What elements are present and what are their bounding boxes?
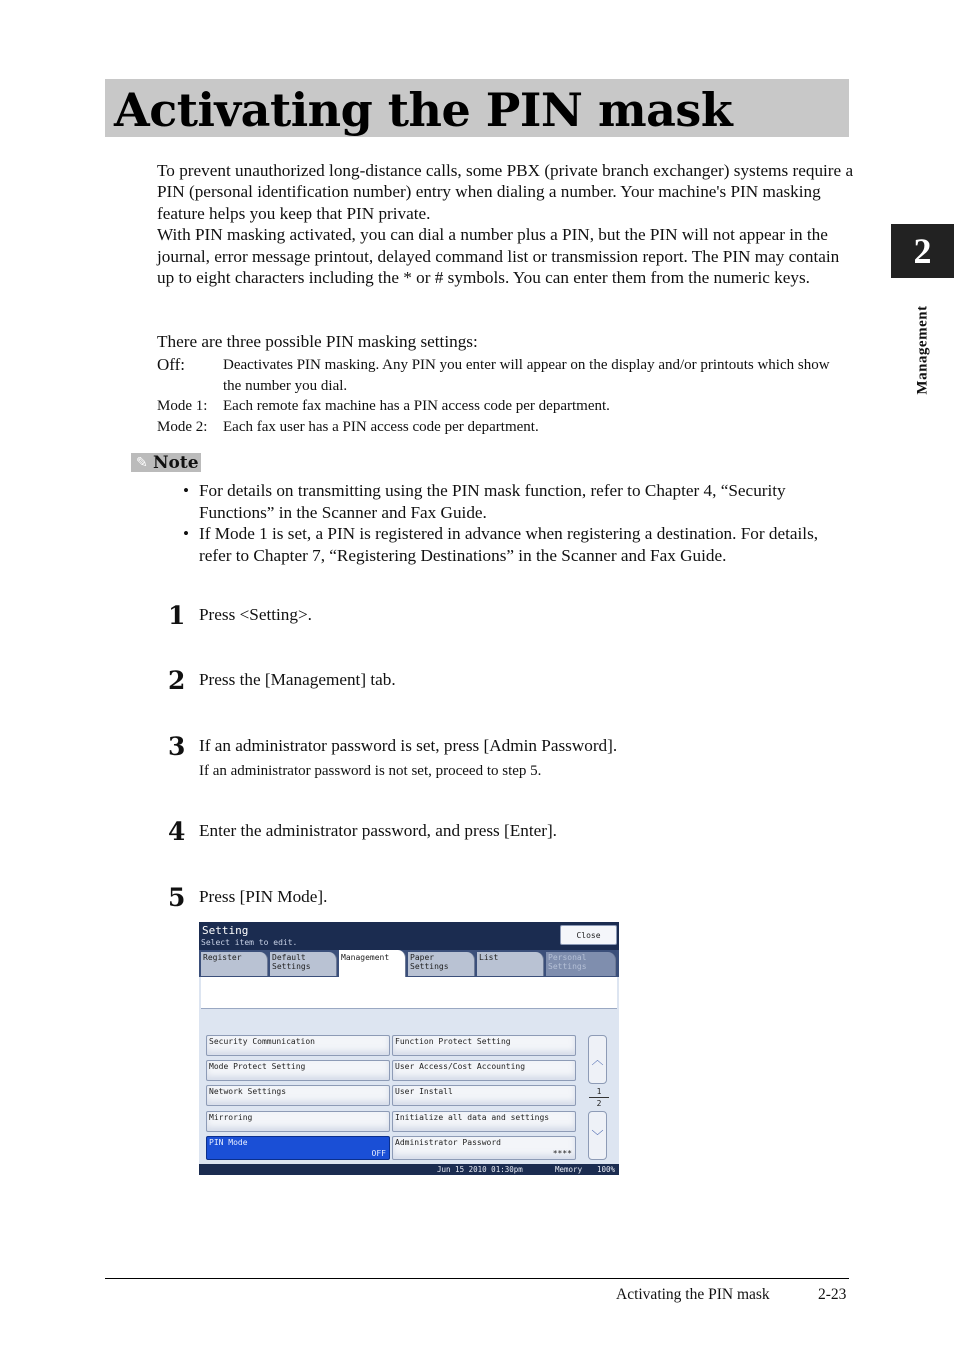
button-label: Mode Protect Setting [209,1062,306,1071]
pin-mode-value: OFF [371,1149,386,1158]
step-text: Enter the administrator password, and press [Enter]. [199,821,557,840]
setting-term: Mode 1: [157,398,208,414]
page-total: 2 [596,1099,602,1108]
bullet-icon: • [183,524,190,543]
status-memory-label: Memory [555,1165,583,1174]
step-number: 1 [168,601,186,630]
status-datetime: Jun 15 2010 01:30pm [437,1165,523,1174]
tab-paper-settings[interactable] [408,952,475,976]
note-bullets [183,480,853,566]
page-title: Activating the PIN mask [114,83,733,137]
user-install-button[interactable] [392,1085,576,1106]
mirroring-button[interactable] [206,1111,390,1132]
tab-label: Settings [548,962,587,971]
button-label: Security Communication [209,1037,315,1046]
tab-list[interactable] [477,952,544,976]
chevron-up-icon: ︿ [591,1053,604,1067]
chapter-number-tab: 2 [891,224,954,278]
side-chapter-label [908,290,938,410]
tab-label: Register [203,953,242,962]
mode-protect-setting-button[interactable] [206,1060,390,1081]
page-current: 1 [596,1087,602,1096]
status-bar [199,1164,619,1175]
function-protect-setting-button[interactable] [392,1035,576,1056]
screen-subtitle: Select item to edit. [201,938,298,947]
tab-label: Settings [272,962,311,971]
step-number: 4 [168,817,186,846]
step-subtext: If an administrator password is not set, proceed to step 5. [199,763,542,779]
tab-register[interactable] [201,952,268,976]
security-communication-button[interactable] [206,1035,390,1056]
button-label: Function Protect Setting [395,1037,511,1046]
pin-mode-button[interactable] [206,1136,390,1160]
tab-label: Personal [548,953,587,962]
footer-rule [105,1278,849,1279]
screen-header [199,922,619,950]
close-button[interactable]: Close [560,925,617,945]
intro-text [157,160,857,288]
tab-default-settings[interactable] [270,952,337,976]
setting-term: Mode 2: [157,419,208,435]
scroll-up-button[interactable] [588,1035,607,1084]
button-label: Mirroring [209,1113,253,1122]
network-settings-button[interactable] [206,1085,390,1106]
settings-lead: There are three possible PIN masking settings: [157,332,478,351]
bullet-icon: • [183,481,190,500]
note-bullet [183,523,853,566]
note-bullet [183,480,853,523]
step-number: 2 [168,666,186,695]
step-number: 3 [168,732,186,761]
status-memory-value: 100% [597,1165,616,1174]
button-label: Administrator Password [395,1138,501,1147]
note-badge [131,453,201,472]
tab-label: Paper [410,953,435,962]
user-access-cost-accounting-button[interactable] [392,1060,576,1081]
setting-term: Off: [157,355,186,374]
administrator-password-button[interactable] [392,1136,576,1160]
tab-label: Management [341,953,390,962]
admin-password-mask: **** [552,1149,572,1158]
step-text: Press the [Management] tab. [199,670,396,689]
setting-desc: Deactivates PIN masking. Any PIN you enter will appear on the display and/or printouts which show the number you dial. [223,357,830,394]
initialize-all-data-button[interactable] [392,1111,576,1132]
step-text: Press <Setting>. [199,605,312,624]
note-bullet-text: For details on transmitting using the PIN mask function, refer to Chapter 4, “Security Functions” in the Scanner and Fax Guide. [199,481,786,522]
button-label: Initialize all data and settings [395,1113,550,1122]
chevron-down-icon: ﹀ [591,1129,604,1143]
tab-label: Default [272,953,306,962]
button-label: User Install [395,1087,453,1096]
tab-management[interactable] [339,950,406,980]
note-bullet-text: If Mode 1 is set, a PIN is registered in advance when registering a destination. For details, refer to Chapter 7, “Registering Destinations” in the Scanner and Fax Guide. [199,524,819,565]
tab-personal-settings[interactable] [546,952,616,976]
setting-screen [199,922,619,1175]
footer-title: Activating the PIN mask [616,1286,770,1303]
button-label: PIN Mode [209,1138,248,1147]
intro-paragraph: To prevent unauthorized long-distance calls, some PBX (private branch exchanger) systems require a PIN (personal identification number) entry when dialing a number. Your machine's PIN masking feature helps you keep that PIN private. [157,161,854,223]
setting-desc: Each remote fax machine has a PIN access code per department. [223,398,610,414]
side-chapter-label-text: Management [914,305,931,395]
step-text: If an administrator password is set, press [Admin Password]. [199,736,618,755]
scroll-down-button[interactable] [588,1111,607,1160]
step-text: Press [PIN Mode]. [199,887,328,906]
setting-desc: Each fax user has a PIN access code per department. [223,419,539,435]
step-number: 5 [168,883,186,912]
button-label: User Access/Cost Accounting [395,1062,526,1071]
note-label: Note [153,453,199,473]
tab-label: Settings [410,962,449,971]
title-bar [105,79,849,137]
button-label: Network Settings [209,1087,287,1096]
tab-content-header [201,977,617,1009]
page-divider [589,1097,609,1098]
footer-page-number: 2-23 [818,1286,847,1303]
intro-paragraph: With PIN masking activated, you can dial a number plus a PIN, but the PIN will not appear in the journal, error message printout, delayed command list or transmission report. The PIN may contain up to eight characters including the * or # symbols. You can enter them from the numeric keys. [157,225,840,288]
screen-title: Setting [202,924,249,937]
pencil-icon: ✎ [136,455,148,471]
tab-label: List [479,953,499,962]
